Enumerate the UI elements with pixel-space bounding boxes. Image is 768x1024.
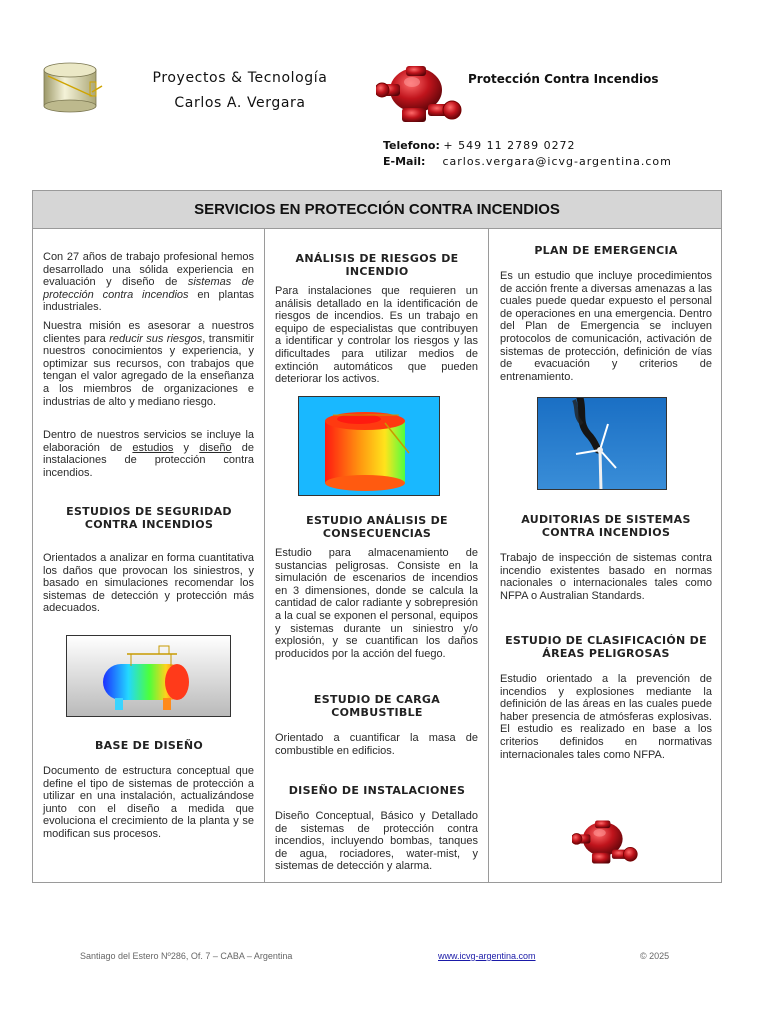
heading-analisis-riesgos: ANÁLISIS DE RIESGOS DE INCENDIO [295,252,459,278]
column-divider-2 [488,229,489,883]
heading-base-diseno: BASE DE DISEÑO [94,739,204,752]
paragraph-clasificacion-areas: Estudio orientado a la prevención de incendios y explosiones mediante la definición de las áreas en las cuales puede haber presencia de atmósferas explosivas. El estudio es realizado en base a los criterios definidos en normativas internacionales tales como NFPA. [500,673,712,761]
email-row [383,154,672,170]
contact-block [383,138,672,170]
fire-pump-small-icon [572,812,638,872]
paragraph-plan-emergencia: Es un estudio que incluye procedimientos de acción frente a diversas amenazas a las cuales puede quedar expuesto el personal de operaciones en una emergencia. Dentro del Plan de Emergencia se incluyen protocolos de comunicación, activación de sistemas de protección, definición de vías de evacuación y criterios de entrenamiento. [500,270,712,383]
paragraph-carga-combustible: Orientado a cuantificar la masa de combustible en edificios. [275,732,478,757]
heading-carga-combustible: ESTUDIO DE CARGA COMBUSTIBLE [313,693,441,719]
tank-simulation-image [298,396,440,496]
vessel-simulation-image [66,635,231,717]
footer-address: Santiago del Estero Nº286, Of. 7 – CABA – Argentina [80,951,293,961]
intro-paragraph-3: Dentro de nuestros servicios se incluye la elaboración de estudios y diseño de instalaciones de protección contra incendios. [43,429,254,479]
heading-plan-emergencia: PLAN DE EMERGENCIA [534,244,678,257]
tank-logo-icon [36,56,106,116]
intro-paragraph-2: Nuestra misión es asesorar a nuestros clientes para reducir sus riesgos, transmitir nuestros conocimientos y experiencia, y optimizar sus recursos, con trabajos que tengan el valor agregado de la enseñanza a los miembros de organizaciones e industrias de alto y mediano riesgo. [43,320,254,408]
phone-row [383,138,672,154]
paragraph-auditorias: Trabajo de inspección de sistemas contra incendio existentes basado en normas nacionales o internacionales tales como NFPA o Australian Standards. [500,552,712,602]
intro-paragraph-1: Con 27 años de trabajo profesional hemos desarrollado una sólida experiencia en evaluación y diseño de sistemas de protección contra incendios en plantas industriales. [43,251,254,314]
column-divider-1 [264,229,265,883]
heading-estudios-seguridad: ESTUDIOS DE SEGURIDAD CONTRA INCENDIOS [66,505,232,531]
paragraph-analisis-riesgos: Para instalaciones que requieren un análisis detallado en la identificación de riesgos de incendios. Es un trabajo en equipo de especialistas que contribuyen a identificar y controlar los riesgos y las dificultades para utilizar medios de extinción automáticos que pueden deteriorar los activos. [275,285,478,386]
services-title: SERVICIOS EN PROTECCIÓN CONTRA INCENDIOS [33,191,721,229]
footer-website [438,951,536,961]
heading-analisis-consecuencias: ESTUDIO ANÁLISIS DE CONSECUENCIAS [306,514,448,540]
heading-diseno-instalaciones: DISEÑO DE INSTALACIONES [288,784,466,797]
heading-auditorias: AUDITORIAS DE SISTEMAS CONTRA INCENDIOS [521,513,691,539]
phone-value: + 549 11 2789 0272 [443,139,576,152]
phone-label: Telefono: [383,139,440,152]
fire-pump-icon [376,58,462,130]
website-link[interactable]: www.icvg-argentina.com [438,951,536,961]
paragraph-analisis-consecuencias: Estudio para almacenamiento de sustancias peligrosas. Consiste en la simulación de escenarios de incendios en 3 dimensiones, donde se calcula la cantidad de calor radiante y sobrepresión a la cual se exponen el personal, equipos y sistemas durante un siniestro y/o explosión, y se cuantifican los daños producidos por la acción del fuego. [275,547,478,660]
company-line-2: Carlos A. Vergara [174,95,306,111]
email-label: E-Mail: [383,155,426,168]
wind-turbine-fire-image [537,397,667,490]
paragraph-estudios-seguridad: Orientados a analizar en forma cuantitativa los daños que provocan los siniestros, y basado en simulaciones recomendar los sistemas de detección y protección más adecuados. [43,552,254,615]
heading-clasificacion-areas: ESTUDIO DE CLASIFICACIÓN DE ÁREAS PELIGROSAS [505,634,707,660]
email-value[interactable]: carlos.vergara@icvg-argentina.com [442,155,672,168]
paragraph-diseno-instalaciones: Diseño Conceptual, Básico y Detallado de sistemas de protección contra incendios, incluyendo bombas, tanques de agua, rociadores, water-mist, y sistemas de detección y alarma. [275,810,478,873]
tagline: Protección Contra Incendios [468,72,659,86]
paragraph-base-diseno: Documento de estructura conceptual que define el tipo de sistemas de protección a utilizar en una instalación, actualizándose junto con el diseño a medida que evoluciona el crecimiento de la planta y se modifican sus procesos. [43,765,254,840]
company-name [130,66,350,116]
footer-copyright: © 2025 [640,951,670,961]
company-line-1: Proyectos & Tecnología [152,70,328,86]
